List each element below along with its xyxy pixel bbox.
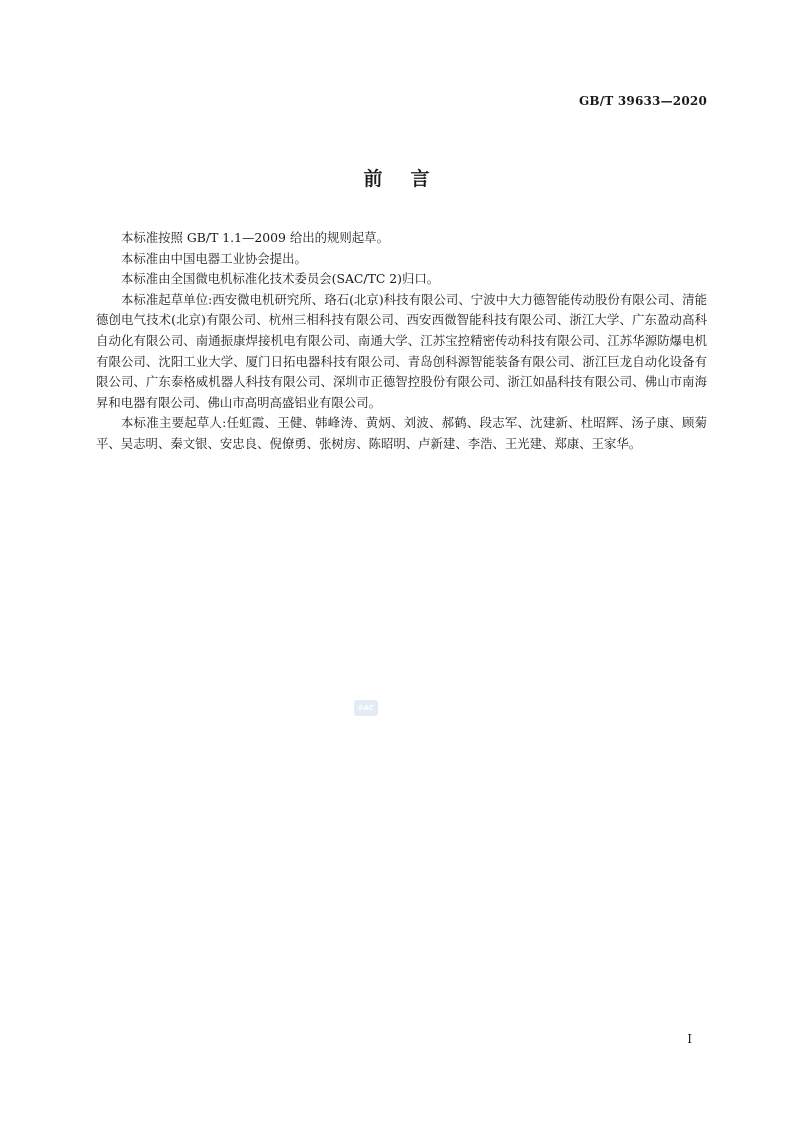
page-title: 前言 [363,168,458,190]
sac-watermark-logo: SAC [354,700,378,716]
page-number: I [687,1032,692,1046]
paragraph-proposer: 本标准由中国电器工业协会提出。 [121,250,307,266]
paragraph-main-drafters: 本标准主要起草人:任虹霞、王健、韩峰涛、黄炳、刘波、郝鹤、段志军、沈建新、杜昭辉、汤子康、顾菊平、吴志明、秦文银、安忠良、倪僚勇、张树房、陈昭明、卢新建、李浩、王光建、郑康、王家华。 [96,415,707,451]
paragraph-drafting-units: 本标准起草单位:西安微电机研究所、珞石(北京)科技有限公司、宁波中大力德智能传动股份有限公司、清能德创电气技术(北京)有限公司、杭州三相科技有限公司、西安西微智能科技有限公司、浙江大学、广东盈动高科自动化有限公司、南通振康焊接机电有限公司、南通大学、江苏宝控精密传动科技有限公司、江苏华源防爆电机有限公司、沈阳工业大学、厦门日拓电器科技有限公司、青岛创科源智能装备有限公司、浙江巨龙自动化设备有限公司、广东泰格威机器人科技有限公司、深圳市正德智控股份有限公司、浙江如晶科技有限公司、佛山市南海昇和电器有限公司、佛山市高明高盛铝业有限公司。 [96,291,707,410]
standard-code: GB/T 39633—2020 [578,94,707,108]
foreword-body [96,228,707,455]
paragraph-drafting-rules: 本标准按照 GB/T 1.1—2009 给出的规则起草。 [121,230,389,245]
paragraph-administration: 本标准由全国微电机标准化技术委员会(SAC/TC 2)归口。 [121,271,440,287]
